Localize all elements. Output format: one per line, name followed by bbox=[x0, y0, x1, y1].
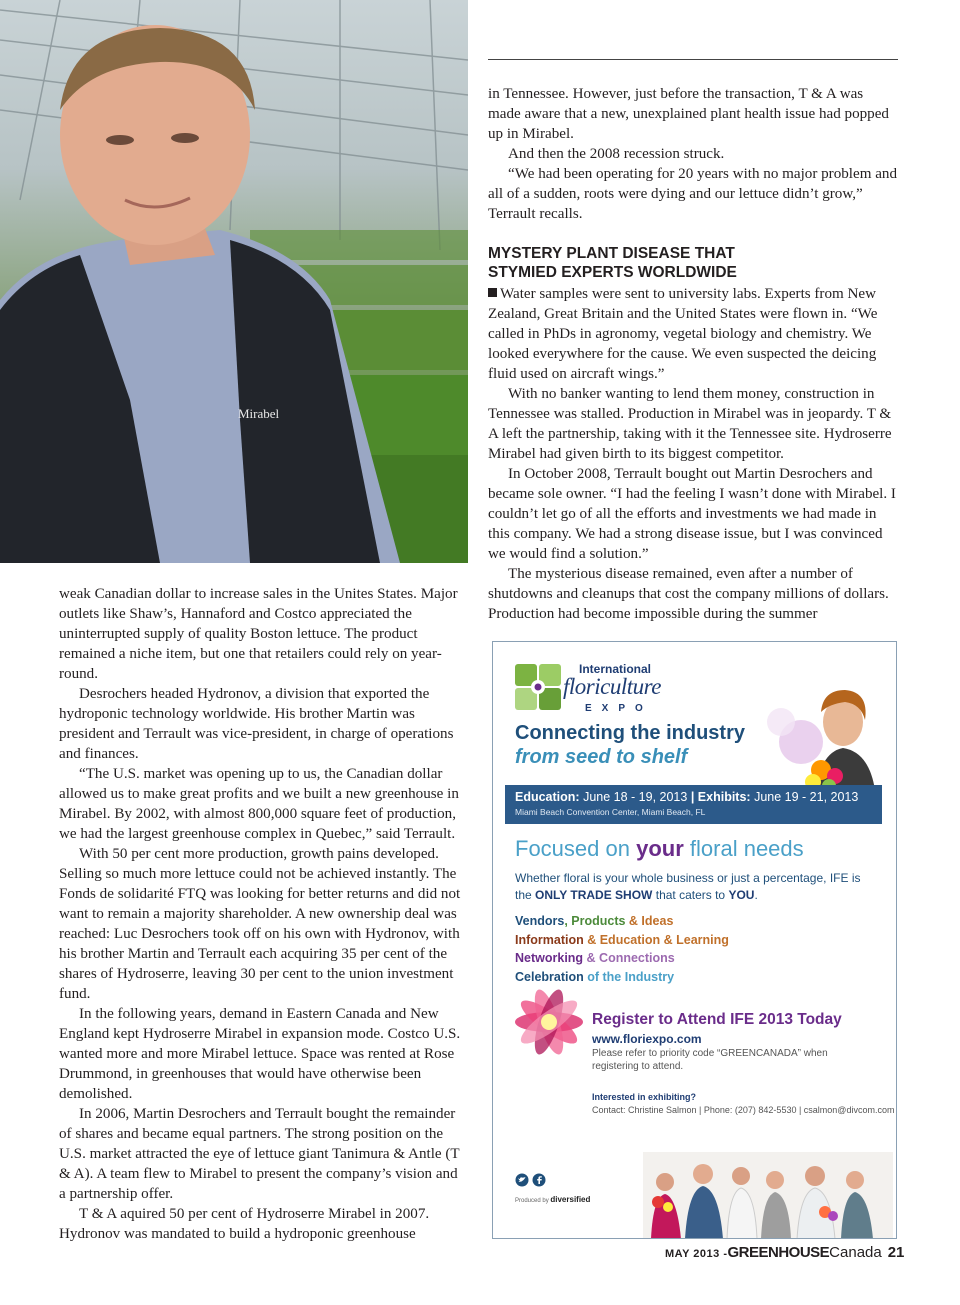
whether-d: YOU bbox=[728, 888, 755, 902]
list-item bbox=[515, 931, 729, 950]
shirt-logo-text: Mirabel bbox=[238, 406, 280, 421]
right-column-mid bbox=[488, 284, 898, 624]
ad-expo: EXPO bbox=[585, 703, 653, 714]
ad-international: International bbox=[579, 662, 652, 676]
contact-text: Contact: Christine Salmon | Phone: (207) 842-5530 | csalmon@divcom.com bbox=[592, 1105, 895, 1115]
paragraph: And then the 2008 recession struck. bbox=[508, 146, 725, 162]
article-photo bbox=[0, 0, 468, 563]
list-item-b: & Connections bbox=[583, 951, 675, 965]
paragraph: In October 2008, Terrault bought out Martin Desrochers and became sole owner. “I had the feeling I wasn’t done with Mirabel. I couldn’t let go of all the efforts and investments we had made in this company. We had a strong disease issue, but I was convinced we would find a solution.” bbox=[488, 466, 896, 562]
ad-dates-line bbox=[515, 790, 872, 804]
focused-text-a: Focused on bbox=[515, 836, 630, 861]
exhibiting-heading: Interested in exhibiting? bbox=[592, 1092, 697, 1102]
heading-line: MYSTERY PLANT DISEASE THAT bbox=[488, 245, 735, 262]
ad-dates-banner bbox=[505, 785, 882, 824]
whether-b: ONLY TRADE SHOW bbox=[535, 888, 653, 902]
paragraph: Desrochers headed Hydronov, a division that exported the hydroponic technology worldwide. His brother Martin was president and Terrault was vice-president, in charge of operations and finances. bbox=[59, 686, 454, 762]
ife-advertisement[interactable] bbox=[492, 641, 897, 1239]
publication-name-light: Canada bbox=[829, 1244, 882, 1261]
paragraph-text: Water samples were sent to university labs. Experts from New Zealand, Great Britain and the United States were flown in. “We called in PhDs in agronomy, vegetal biology and chemistry. We looked everywhere for the cause. We even suspected the deicing fluid used on aircraft wings.” bbox=[488, 286, 878, 382]
ad-url-link[interactable]: www.floriexpo.com bbox=[592, 1032, 702, 1046]
paragraph: With no banker wanting to lend them money, construction in Tennessee was stalled. Production in Mirabel was in jeopardy. T & A left the partnership, taking with it the Tennessee site. Hydroserre Mirabel had given birth to its biggest competitor. bbox=[488, 386, 892, 462]
issue-date: MAY 2013 - bbox=[665, 1248, 728, 1260]
ad-focused-heading bbox=[515, 836, 804, 862]
paragraph: “We had been operating for 20 years with no major problem and all of a sudden, roots were dying and our lettuce didn’t grow,” Terrault recalls. bbox=[488, 166, 897, 222]
list-item-b: of the Industry bbox=[583, 969, 675, 984]
paragraph: With 50 per cent more production, growth pains developed. Selling so much more lettuce could not be achieved instantly. The Fonds de solidarité FTQ was looking for better returns and did not want to remain a majority shareholder. A new ownership deal was reached: Luc Desrochers took off on his own with Hydronov, with his brother Martin and Terrault each acquiring 35 per cent of the shares of Hydroserre, leaving 30 per cent to the union investment fund. bbox=[59, 846, 461, 1002]
paragraph: The mysterious disease remained, even after a number of shutdowns and cleanups that cost the company millions of dollars. Production had become impossible during the summer bbox=[488, 566, 889, 622]
social-icons bbox=[515, 1173, 551, 1192]
priority-code-text: Please refer to priority code “GREENCANADA” when registering to attend. bbox=[592, 1048, 828, 1072]
heading-line: STYMIED EXPERTS WORLDWIDE bbox=[488, 264, 737, 281]
list-item-a: Information bbox=[515, 932, 584, 947]
ad-headline: Connecting the industry bbox=[515, 722, 745, 744]
paragraph: in Tennessee. However, just before the transaction, T & A was made aware that a new, unexplained plant health issue had popped up in Mirabel. bbox=[488, 86, 889, 142]
exhibitors-photo bbox=[643, 1152, 893, 1239]
producer-logo: diversified bbox=[550, 1195, 591, 1204]
list-item-b: & Education bbox=[583, 932, 661, 947]
woman-with-flowers-image bbox=[761, 682, 889, 790]
publication-name-bold: GREENHOUSE bbox=[727, 1244, 830, 1261]
whether-a: Whether floral is your whole business or just a percentage, IFE is the bbox=[515, 871, 861, 902]
ad-floriculture: floriculture bbox=[563, 674, 661, 699]
floriculture-logo-icon bbox=[515, 664, 563, 710]
ad-subheadline: from seed to shelf bbox=[515, 746, 688, 768]
right-column-top bbox=[488, 84, 898, 224]
education-label: Education: bbox=[515, 790, 580, 804]
page-footer bbox=[665, 1244, 904, 1262]
produced-by-label: Produced by bbox=[515, 1198, 549, 1204]
list-item-b: , Products bbox=[564, 914, 626, 928]
produced-by bbox=[515, 1195, 590, 1204]
list-item-a: Vendors bbox=[515, 914, 565, 928]
paragraph: weak Canadian dollar to increase sales in the Unites States. Major outlets like Shaw’s, Hannaford and Costco appreciated the uninterrupted supply of quality Boston lettuce. The product remained a niche item, but one that retailers could rely on year-round. bbox=[59, 586, 458, 682]
top-rule bbox=[488, 59, 898, 60]
list-item bbox=[515, 912, 729, 931]
page-number: 21 bbox=[887, 1244, 905, 1261]
paragraph: T & A aquired 50 per cent of Hydroserre Mirabel in 2007. Hydronov was mandated to build a hydroponic greenhouse bbox=[59, 1206, 430, 1242]
ad-feature-list bbox=[515, 912, 729, 986]
paragraph: In 2006, Martin Desrochers and Terrault bought the remainder of shares and became equal partners. The strong position on the U.S. market attracted the eye of lettuce giant Tanimura & Antle (T & A). A team flew to Mirabel to present the company’s vision and a partnership offer. bbox=[59, 1106, 460, 1202]
venue-text: Miami Beach Convention Center, Miami Beach, FL bbox=[515, 807, 706, 817]
left-column bbox=[59, 584, 467, 1244]
register-cta[interactable]: Register to Attend IFE 2013 Today bbox=[592, 1011, 842, 1028]
ad-whether-text bbox=[515, 870, 875, 904]
list-item-c: & Ideas bbox=[625, 914, 674, 928]
whether-c: that caters to bbox=[655, 888, 726, 902]
focused-text-b: your bbox=[636, 836, 684, 861]
whether-e: . bbox=[754, 888, 758, 902]
list-item-a: Networking bbox=[515, 951, 584, 965]
focused-text-c: floral needs bbox=[689, 836, 804, 861]
exhibits-dates: June 19 - 21, 2013 bbox=[754, 790, 859, 804]
greenhouse-photo-illustration bbox=[0, 0, 468, 563]
dates-separator: | bbox=[690, 790, 695, 804]
exhibits-label: Exhibits: bbox=[697, 790, 751, 804]
square-bullet-icon bbox=[488, 288, 497, 297]
paragraph: “The U.S. market was opening up to us, the Canadian dollar allowed us to make great profits and we built a new greenhouse in Mirabel. By 2002, with almost 800,000 square feet of production, we had the largest greenhouse complex in Quebec,” said Terrault. bbox=[59, 766, 459, 842]
twitter-facebook-icon[interactable] bbox=[515, 1173, 551, 1187]
list-item-c: & Learning bbox=[660, 932, 729, 947]
paragraph: In the following years, demand in Eastern Canada and New England kept Hydroserre Mirabel in expansion mode. Costco U.S. wanted more and more Mirabel lettuce. Space was rented at Rose Drummond, in greenhouses that would have otherwise been demolished. bbox=[59, 1006, 461, 1102]
flower-icon bbox=[499, 977, 599, 1067]
list-item bbox=[515, 949, 729, 968]
education-dates: June 18 - 19, 2013 bbox=[583, 790, 688, 804]
list-item-a: Celebration bbox=[515, 969, 584, 984]
paragraph-lead bbox=[488, 284, 898, 384]
section-heading bbox=[488, 244, 898, 282]
